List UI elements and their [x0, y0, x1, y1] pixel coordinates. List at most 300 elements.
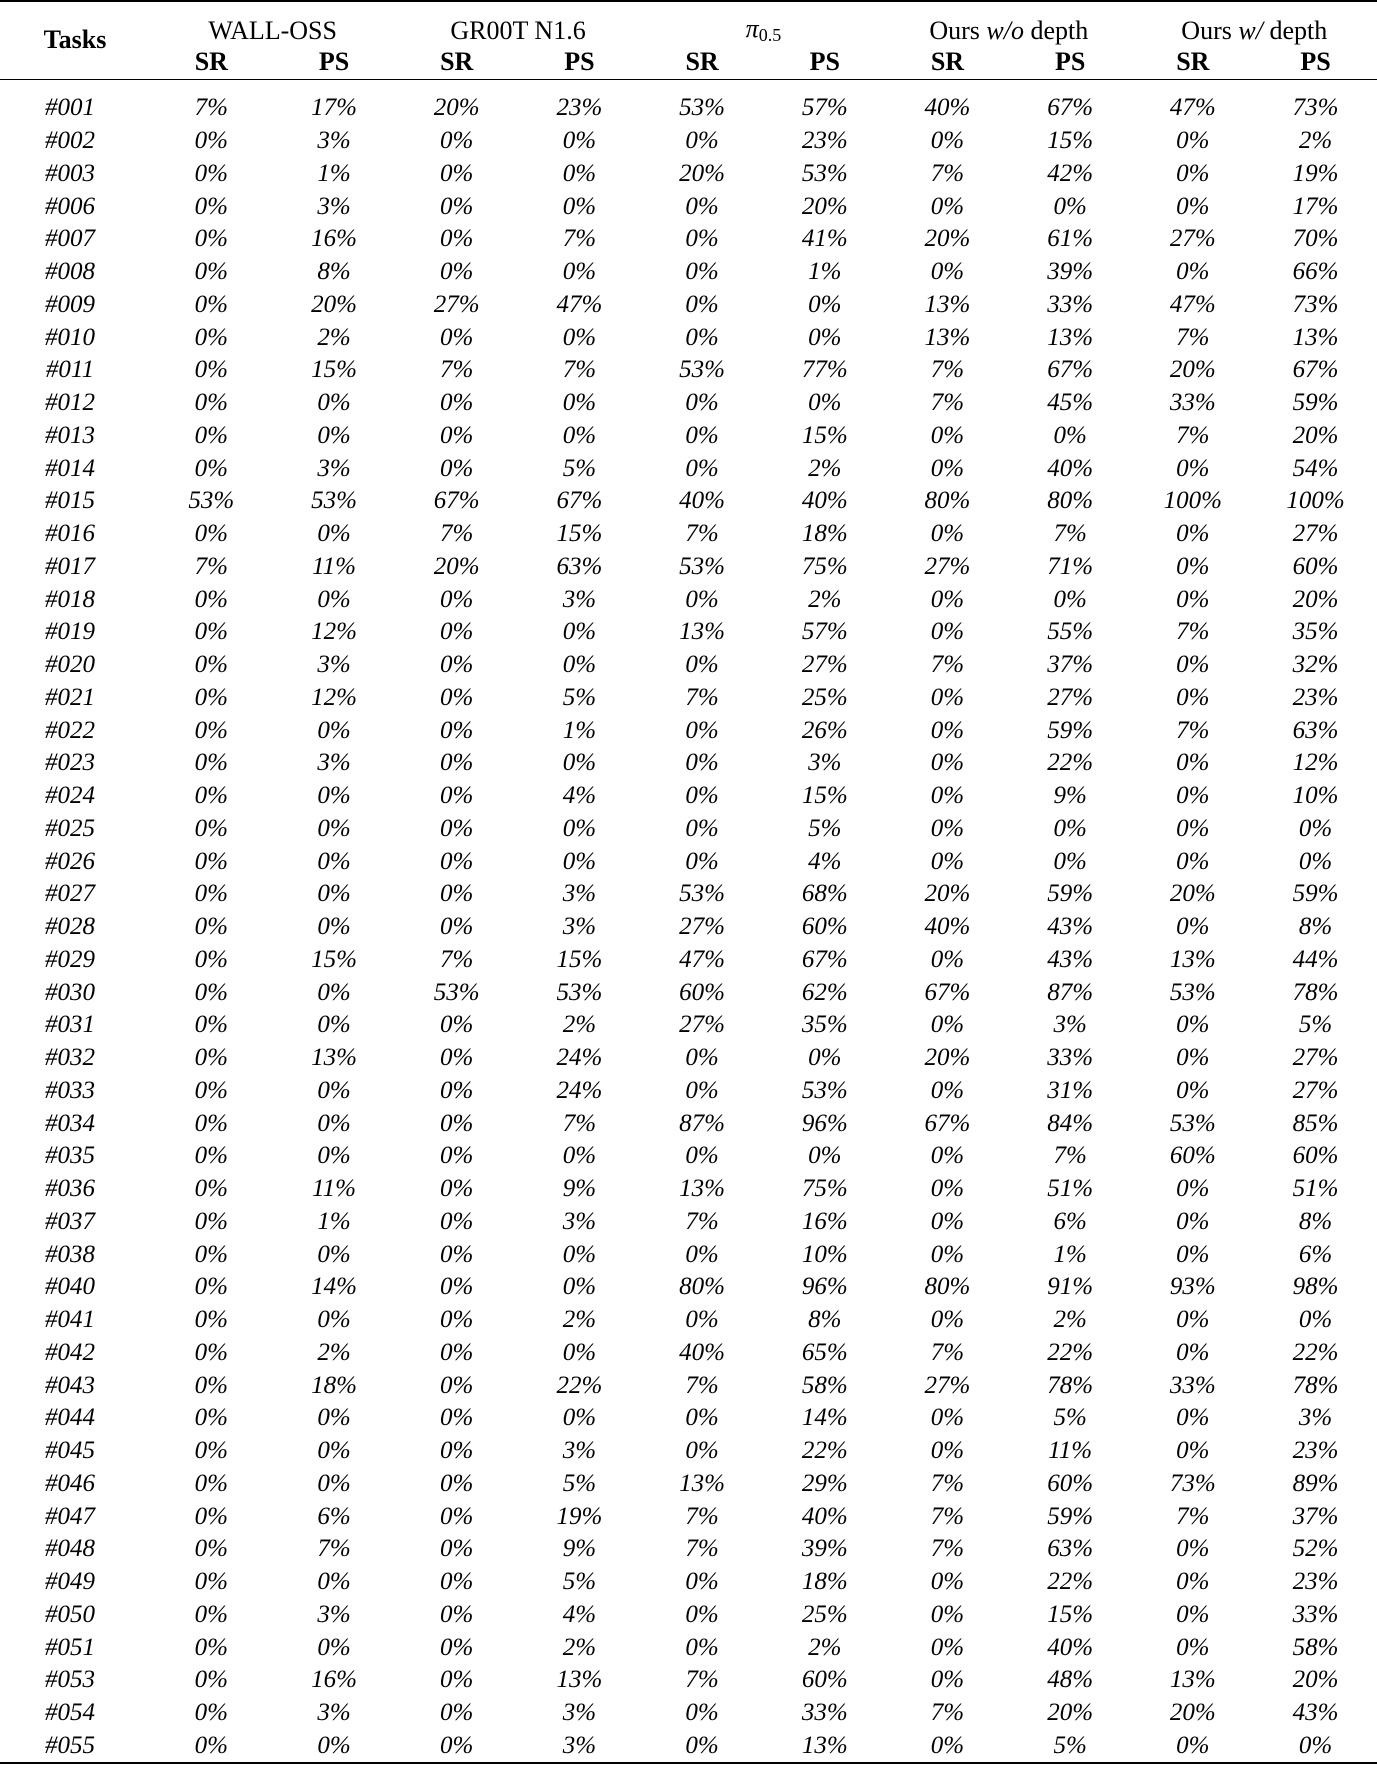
task-id-cell: #009	[45, 290, 95, 318]
sr-value-cell: 0%	[930, 782, 965, 810]
task-id-cell: #050	[45, 1600, 95, 1628]
ps-value-cell: 3%	[562, 1207, 597, 1235]
table-row	[0, 1107, 1377, 1140]
sr-value-cell: 80%	[924, 487, 971, 515]
ps-value-cell: 0%	[808, 323, 842, 351]
table-row	[0, 714, 1377, 747]
table-row	[0, 256, 1377, 289]
sr-value-cell: 0%	[194, 192, 228, 220]
ps-value-cell: 4%	[808, 847, 842, 875]
method-header-row	[0, 1, 1377, 47]
ps-value-cell: 23%	[1292, 1437, 1339, 1465]
ps-value-cell: 78%	[1292, 978, 1339, 1006]
table-row	[0, 878, 1377, 911]
ps-value-cell: 45%	[1047, 389, 1094, 417]
ps-value-cell: 0%	[1298, 1306, 1333, 1334]
sr-value-cell: 40%	[924, 94, 971, 122]
ps-value-cell: 3%	[562, 1699, 597, 1727]
task-id-cell: #028	[45, 913, 95, 941]
sr-value-cell: 0%	[685, 454, 719, 482]
ps-value-cell: 96%	[801, 1109, 848, 1137]
ps-value-cell: 22%	[1292, 1338, 1339, 1366]
sr-value-cell: 67%	[924, 1109, 971, 1137]
task-id-cell: #040	[45, 1273, 95, 1301]
sr-value-cell: 0%	[440, 1142, 474, 1170]
sr-value-cell: 7%	[930, 651, 965, 679]
sr-value-cell: 0%	[194, 258, 228, 286]
sr-value-cell: 7%	[685, 1666, 719, 1694]
ps-value-cell: 22%	[801, 1437, 848, 1465]
ps-value-cell: 59%	[1292, 389, 1339, 417]
ps-value-cell: 0%	[317, 978, 351, 1006]
ps-value-cell: 1%	[1053, 1240, 1087, 1268]
sr-value-cell: 0%	[194, 159, 228, 187]
table-row	[0, 1075, 1377, 1108]
sr-value-cell: 80%	[924, 1273, 971, 1301]
ps-value-cell: 0%	[317, 1437, 351, 1465]
sr-value-cell: 0%	[1176, 1044, 1210, 1072]
ps-value-cell: 25%	[801, 1600, 848, 1628]
task-id-cell: #035	[45, 1142, 95, 1170]
sr-value-cell: 0%	[930, 1207, 965, 1235]
ps-value-cell: 14%	[311, 1273, 357, 1301]
ps-value-cell: 22%	[1047, 1338, 1094, 1366]
sr-value-cell: 0%	[440, 913, 474, 941]
sr-value-cell: 0%	[194, 1142, 228, 1170]
task-id-cell: #042	[45, 1338, 95, 1366]
sr-value-cell: 0%	[440, 1076, 474, 1104]
ps-value-cell: 0%	[1053, 847, 1087, 875]
sr-value-cell: 0%	[440, 880, 474, 908]
sr-value-cell: 53%	[433, 978, 480, 1006]
method-header-ours-w-depth	[1132, 1, 1377, 47]
ps-value-cell: 15%	[556, 520, 603, 548]
ps-value-cell: 0%	[317, 1568, 351, 1596]
task-id-cell: #043	[45, 1371, 95, 1399]
ps-value-cell: 37%	[1047, 651, 1094, 679]
sr-value-cell: 0%	[194, 1371, 228, 1399]
ps-value-cell: 25%	[801, 683, 848, 711]
ps-value-cell: 80%	[1047, 487, 1094, 515]
ps-value-cell: 7%	[562, 225, 597, 253]
sr-value-cell: 0%	[685, 1633, 719, 1661]
sr-value-cell: 0%	[440, 1535, 474, 1563]
ps-value-cell: 100%	[1286, 487, 1345, 515]
sr-value-cell: 53%	[679, 356, 725, 384]
ps-value-cell: 12%	[311, 683, 357, 711]
sr-value-cell: 0%	[194, 1338, 228, 1366]
sr-value-cell: 0%	[194, 978, 228, 1006]
sr-value-cell: 7%	[440, 945, 474, 973]
sr-value-cell: 7%	[930, 389, 965, 417]
ps-value-cell: 75%	[801, 1175, 848, 1203]
ps-value-cell: 58%	[1292, 1633, 1339, 1661]
ps-value-cell: 7%	[317, 1535, 351, 1563]
ps-value-cell: 22%	[1047, 749, 1094, 777]
table-row	[0, 158, 1377, 191]
sr-value-cell: 0%	[194, 618, 228, 646]
table-row	[0, 1435, 1377, 1468]
sr-value-cell: 67%	[433, 487, 480, 515]
sr-value-cell: 0%	[930, 716, 965, 744]
ps-value-cell: 91%	[1047, 1273, 1094, 1301]
ps-value-cell: 0%	[562, 258, 597, 286]
sr-value-cell: 0%	[1176, 749, 1210, 777]
table-row	[0, 420, 1377, 453]
task-id-cell: #032	[45, 1044, 95, 1072]
ps-value-cell: 3%	[562, 913, 597, 941]
metric-ps-header: PS	[518, 47, 641, 80]
ps-value-cell: 3%	[1053, 1011, 1087, 1039]
ps-value-cell: 7%	[562, 1109, 597, 1137]
table-row	[0, 1631, 1377, 1664]
ps-value-cell: 23%	[1292, 1568, 1339, 1596]
sr-value-cell: 0%	[440, 1109, 474, 1137]
sr-value-cell: 60%	[679, 978, 725, 1006]
sr-value-cell: 0%	[194, 1306, 228, 1334]
sr-value-cell: 0%	[194, 782, 228, 810]
table-row	[0, 551, 1377, 584]
sr-value-cell: 0%	[1176, 159, 1210, 187]
sr-value-cell: 0%	[930, 520, 965, 548]
ps-value-cell: 0%	[562, 749, 597, 777]
sr-value-cell: 7%	[194, 94, 228, 122]
sr-value-cell: 0%	[685, 1437, 719, 1465]
task-id-cell: #036	[45, 1175, 95, 1203]
ps-value-cell: 0%	[1053, 192, 1087, 220]
ps-value-cell: 20%	[1292, 585, 1339, 613]
sr-value-cell: 0%	[1176, 651, 1210, 679]
ps-value-cell: 60%	[801, 1666, 848, 1694]
metric-sr-header: SR	[150, 47, 273, 80]
ps-value-cell: 27%	[801, 651, 848, 679]
task-id-cell: #034	[45, 1109, 95, 1137]
ps-value-cell: 22%	[556, 1371, 603, 1399]
pi-subscript: 0.5	[758, 25, 782, 45]
ps-value-cell: 11%	[1048, 1437, 1093, 1465]
sr-value-cell: 7%	[930, 1502, 965, 1530]
ps-value-cell: 63%	[1047, 1535, 1094, 1563]
table-row	[0, 944, 1377, 977]
sr-value-cell: 33%	[1169, 1371, 1216, 1399]
ps-value-cell: 78%	[1047, 1371, 1094, 1399]
ps-value-cell: 4%	[562, 1600, 597, 1628]
ps-value-cell: 1%	[562, 716, 597, 744]
ps-value-cell: 6%	[317, 1502, 351, 1530]
sr-value-cell: 0%	[685, 1404, 719, 1432]
table-row	[0, 1500, 1377, 1533]
sr-value-cell: 0%	[194, 716, 228, 744]
sr-value-cell: 0%	[440, 1273, 474, 1301]
ps-value-cell: 44%	[1292, 945, 1339, 973]
sr-value-cell: 0%	[1176, 1535, 1210, 1563]
ps-value-cell: 0%	[808, 1044, 842, 1072]
table-row	[0, 92, 1377, 125]
sr-value-cell: 53%	[679, 94, 725, 122]
sr-value-cell: 0%	[194, 814, 228, 842]
ps-value-cell: 20%	[801, 192, 848, 220]
sr-value-cell: 0%	[194, 1502, 228, 1530]
sr-value-cell: 20%	[679, 159, 725, 187]
sr-value-cell: 20%	[1169, 356, 1216, 384]
sr-value-cell: 0%	[440, 1502, 474, 1530]
ps-value-cell: 0%	[562, 847, 597, 875]
ps-value-cell: 0%	[317, 585, 351, 613]
ps-value-cell: 0%	[1053, 814, 1087, 842]
sr-value-cell: 0%	[1176, 1437, 1210, 1465]
body-spacer	[0, 80, 1377, 93]
ps-value-cell: 3%	[562, 1437, 597, 1465]
sr-value-cell: 0%	[685, 1240, 719, 1268]
ps-value-cell: 13%	[1292, 323, 1339, 351]
ps-value-cell: 0%	[1053, 585, 1087, 613]
sr-value-cell: 13%	[924, 323, 971, 351]
task-id-cell: #023	[45, 749, 95, 777]
table-row	[0, 1697, 1377, 1730]
sr-value-cell: 0%	[194, 1011, 228, 1039]
ps-value-cell: 0%	[562, 651, 597, 679]
ps-value-cell: 3%	[317, 192, 351, 220]
ps-value-cell: 0%	[808, 290, 842, 318]
ps-value-cell: 58%	[801, 1371, 848, 1399]
sr-value-cell: 0%	[194, 520, 228, 548]
ps-value-cell: 78%	[1292, 1371, 1339, 1399]
sr-value-cell: 0%	[930, 749, 965, 777]
task-id-cell: #006	[45, 192, 95, 220]
ps-value-cell: 3%	[317, 1699, 351, 1727]
ps-value-cell: 5%	[562, 683, 597, 711]
sr-value-cell: 20%	[1169, 880, 1216, 908]
ps-value-cell: 0%	[1254, 1730, 1377, 1764]
sr-value-cell: 0%	[685, 421, 719, 449]
ps-value-cell: 53%	[801, 1076, 848, 1104]
ps-value-cell: 48%	[1047, 1666, 1094, 1694]
ps-value-cell: 55%	[1047, 618, 1094, 646]
ps-value-cell: 5%	[562, 454, 597, 482]
sr-value-cell: 0%	[685, 585, 719, 613]
ps-value-cell: 70%	[1292, 225, 1339, 253]
sr-value-cell: 7%	[1176, 1502, 1210, 1530]
sr-value-cell: 7%	[685, 1207, 719, 1235]
ps-value-cell: 20%	[1292, 421, 1339, 449]
ps-value-cell: 73%	[1292, 94, 1339, 122]
tasks-header: Tasks	[0, 1, 150, 80]
ps-value-cell: 20%	[1047, 1699, 1094, 1727]
sr-value-cell: 0%	[194, 1273, 228, 1301]
sr-value-cell: 0%	[886, 1730, 1009, 1764]
task-id-cell: #046	[45, 1469, 95, 1497]
task-id-cell: #024	[45, 782, 95, 810]
ps-value-cell: 60%	[1292, 1142, 1339, 1170]
sr-value-cell: 53%	[679, 552, 725, 580]
ps-value-cell: 67%	[1292, 356, 1339, 384]
task-id-cell: #014	[45, 454, 95, 482]
ps-value-cell: 65%	[801, 1338, 848, 1366]
ps-value-cell: 5%	[1009, 1730, 1132, 1764]
sr-value-cell: 0%	[685, 127, 719, 155]
ps-value-cell: 14%	[801, 1404, 848, 1432]
ps-value-cell: 0%	[562, 1142, 597, 1170]
task-id-cell: #008	[45, 258, 95, 286]
sr-value-cell: 0%	[685, 389, 719, 417]
ps-value-cell: 2%	[317, 323, 351, 351]
sr-value-cell: 0%	[1176, 1338, 1210, 1366]
sr-value-cell: 0%	[194, 847, 228, 875]
sr-value-cell: 0%	[194, 1109, 228, 1137]
sr-value-cell: 0%	[194, 290, 228, 318]
ps-value-cell: 35%	[1292, 618, 1339, 646]
sr-value-cell: 0%	[440, 1011, 474, 1039]
ps-value-cell: 0%	[317, 1011, 351, 1039]
sr-value-cell: 20%	[433, 94, 480, 122]
ps-value-cell: 40%	[801, 487, 848, 515]
sr-value-cell: 7%	[685, 520, 719, 548]
table-row	[0, 1009, 1377, 1042]
ps-value-cell: 2%	[562, 1011, 597, 1039]
ps-value-cell: 67%	[1047, 94, 1094, 122]
sr-value-cell: 7%	[685, 1535, 719, 1563]
task-id-cell: #044	[45, 1404, 95, 1432]
ps-value-cell: 13%	[1047, 323, 1094, 351]
table-row	[0, 911, 1377, 944]
sr-value-cell: 0%	[440, 421, 474, 449]
sr-value-cell: 20%	[924, 225, 971, 253]
sr-value-cell: 0%	[440, 1633, 474, 1661]
ps-value-cell: 31%	[1047, 1076, 1094, 1104]
ps-value-cell: 59%	[1047, 716, 1094, 744]
sr-value-cell: 0%	[194, 1240, 228, 1268]
sr-value-cell: 7%	[930, 1338, 965, 1366]
sr-value-cell: 0%	[1176, 192, 1210, 220]
sr-value-cell: 0%	[440, 323, 474, 351]
sr-value-cell: 27%	[924, 552, 971, 580]
ps-value-cell: 27%	[1292, 1076, 1339, 1104]
ps-value-cell: 9%	[562, 1535, 597, 1563]
ps-value-cell: 3%	[562, 880, 597, 908]
ps-value-cell: 5%	[808, 814, 842, 842]
ps-value-cell: 0%	[808, 1142, 842, 1170]
task-id-cell: #053	[45, 1666, 95, 1694]
ps-value-cell: 0%	[808, 389, 842, 417]
task-id-cell: #045	[45, 1437, 95, 1465]
table-row	[0, 1369, 1377, 1402]
ps-value-cell: 98%	[1292, 1273, 1339, 1301]
ps-value-cell: 53%	[311, 487, 357, 515]
ps-value-cell: 9%	[1053, 782, 1087, 810]
ps-value-cell: 0%	[317, 520, 351, 548]
metric-sr-header: SR	[641, 47, 764, 80]
sr-value-cell: 0%	[930, 454, 965, 482]
sr-value-cell: 0%	[440, 1600, 474, 1628]
ps-value-cell: 0%	[317, 716, 351, 744]
table-row	[0, 387, 1377, 420]
ps-value-cell: 77%	[801, 356, 848, 384]
ps-value-cell: 0%	[1298, 847, 1333, 875]
sr-value-cell: 0%	[685, 323, 719, 351]
ps-value-cell: 42%	[1047, 159, 1094, 187]
sr-value-cell: 0%	[440, 1175, 474, 1203]
metric-sr-header: SR	[1132, 47, 1255, 80]
task-id-cell: #020	[45, 651, 95, 679]
table-row	[0, 1140, 1377, 1173]
ps-value-cell: 27%	[1292, 1044, 1339, 1072]
sr-value-cell: 0%	[685, 1600, 719, 1628]
metric-sr-header: SR	[886, 47, 1009, 80]
ps-value-cell: 47%	[556, 290, 603, 318]
task-id-cell: #022	[45, 716, 95, 744]
task-id-cell: #027	[45, 880, 95, 908]
ps-value-cell: 9%	[562, 1175, 597, 1203]
task-id-cell: #055	[0, 1730, 150, 1764]
sr-value-cell: 27%	[924, 1371, 971, 1399]
ps-value-cell: 1%	[317, 159, 351, 187]
sr-value-cell: 0%	[685, 1142, 719, 1170]
ps-value-cell: 41%	[801, 225, 848, 253]
metric-ps-header: PS	[1009, 47, 1132, 80]
ps-value-cell: 0%	[317, 913, 351, 941]
metric-ps-header: PS	[1254, 47, 1377, 80]
sr-value-cell: 0%	[194, 421, 228, 449]
sr-value-cell: 0%	[1176, 454, 1210, 482]
task-id-cell: #010	[45, 323, 95, 351]
sr-value-cell: 0%	[194, 225, 228, 253]
sr-value-cell: 0%	[194, 913, 228, 941]
sr-value-cell: 7%	[930, 1469, 965, 1497]
sr-value-cell: 7%	[930, 159, 965, 187]
ps-value-cell: 2%	[808, 1633, 842, 1661]
sr-value-cell: 0%	[1132, 1730, 1255, 1764]
ps-value-cell: 0%	[562, 421, 597, 449]
task-id-cell: #011	[45, 356, 95, 384]
sr-value-cell: 0%	[1176, 1306, 1210, 1334]
sr-value-cell: 40%	[679, 487, 725, 515]
sr-value-cell: 13%	[679, 618, 725, 646]
ps-value-cell: 18%	[801, 1568, 848, 1596]
sr-value-cell: 0%	[194, 585, 228, 613]
ps-value-cell: 0%	[562, 127, 597, 155]
sr-value-cell: 0%	[685, 258, 719, 286]
ps-value-cell: 33%	[1047, 1044, 1094, 1072]
sr-value-cell: 0%	[194, 454, 228, 482]
sr-value-cell: 7%	[440, 356, 474, 384]
ps-value-cell: 8%	[808, 1306, 842, 1334]
sr-value-cell: 0%	[440, 1568, 474, 1596]
ours-wo-suffix: depth	[1024, 16, 1089, 45]
ps-value-cell: 52%	[1292, 1535, 1339, 1563]
sr-value-cell: 0%	[1176, 782, 1210, 810]
task-id-cell: #037	[45, 1207, 95, 1235]
sr-value-cell: 27%	[679, 913, 725, 941]
ps-value-cell: 27%	[1292, 520, 1339, 548]
sr-value-cell: 0%	[930, 1306, 965, 1334]
task-id-cell: #025	[45, 814, 95, 842]
table-row	[0, 1206, 1377, 1239]
ps-value-cell: 0%	[317, 1469, 351, 1497]
ps-value-cell: 0%	[317, 421, 351, 449]
sr-value-cell: 67%	[924, 978, 971, 1006]
ps-value-cell: 43%	[1292, 1699, 1339, 1727]
sr-value-cell: 0%	[395, 1730, 518, 1764]
task-id-cell: #047	[45, 1502, 95, 1530]
sr-value-cell: 0%	[194, 1076, 228, 1104]
ps-value-cell: 1%	[317, 1207, 351, 1235]
task-id-cell: #017	[45, 552, 95, 580]
ps-value-cell: 18%	[801, 520, 848, 548]
ps-value-cell: 23%	[556, 94, 603, 122]
sr-value-cell: 7%	[685, 683, 719, 711]
table-row	[0, 780, 1377, 813]
sr-value-cell: 0%	[194, 945, 228, 973]
